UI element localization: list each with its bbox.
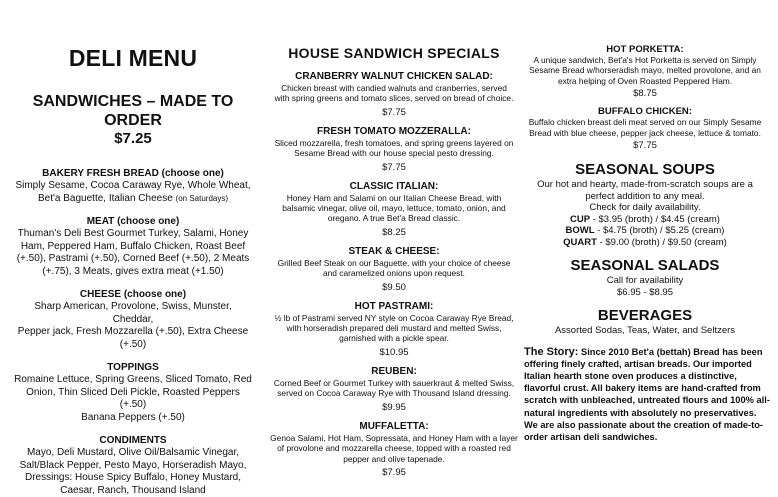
story-text: Since 2010 Bet'a (bettah) Bread has been offering finely crafted, artisan breads. Our imported Italian hearth stone oven produces a distinctive, flavorful crust. All bakery items are hand-crafted from scratch with unbleached, untreated flours and 100% all-natural ingredients with absolutely no preservatives. We are also passionate about the creation of made-to-order artisan deli sandwiches.	[524, 347, 770, 442]
item-desc: of provolone and mozzarella cheese, topped with a roasted red	[268, 443, 520, 453]
item-desc: and caramelized onions upon request.	[268, 268, 520, 278]
meat-line: (+.75), 3 Meats, gives extra meat (+1.50)	[14, 266, 252, 279]
meat-line: Thuman's Deli Best Gourmet Turkey, Salami, Honey	[14, 228, 252, 241]
beverages-line: Assorted Sodas, Teas, Water, and Seltzers	[520, 325, 770, 337]
item-desc: A unique sandwich, Bet'a's Hot Porketta is served on Simply	[520, 55, 770, 65]
right-column	[520, 0, 770, 443]
item-desc: oregano. A true Bet'a Bread classic.	[268, 213, 520, 223]
menu-item-reuben	[268, 366, 520, 414]
item-desc: Grilled Beef Steak on our Baguette, with your choice of cheese	[268, 258, 520, 268]
condiments-line: Salt/Black Pepper, Pesto Mayo, Horseradish Mayo,	[14, 460, 252, 473]
cheese-line: Pepper jack, Fresh Mozzarella (+.50), Extra Cheese	[14, 326, 252, 339]
cheese-heading: CHEESE (choose one)	[14, 289, 252, 301]
item-price: $7.75	[268, 106, 520, 119]
item-desc: garnished with a pickle spear.	[268, 333, 520, 343]
item-desc: with horseradish prepared deli mustard and melted Swiss,	[268, 323, 520, 333]
menu-item-tomato-mozzarella	[268, 126, 520, 174]
item-name: HOT PASTRAMI:	[268, 301, 520, 313]
toppings-section	[14, 362, 252, 424]
condiments-line: Caesar, Ranch, Thousand Island	[14, 485, 252, 497]
item-price: $9.50	[268, 281, 520, 294]
salads-price: $6.95 - $8.95	[520, 287, 770, 299]
salads-heading: SEASONAL SALADS	[520, 256, 770, 275]
item-desc: Chicken breast with candied walnuts and cranberries, served	[268, 83, 520, 93]
menu-item-steak-cheese	[268, 246, 520, 294]
soup-size-row	[520, 237, 770, 249]
item-price: $8.25	[268, 226, 520, 239]
story-paragraph	[520, 346, 770, 444]
bread-section	[14, 168, 252, 205]
beverages-heading: BEVERAGES	[520, 306, 770, 325]
item-desc: Bread with blue cheese, pepper jack cheese, lettuce & tomato.	[520, 128, 770, 138]
soup-size-label: QUART	[563, 237, 597, 248]
item-name: CLASSIC ITALIAN:	[268, 181, 520, 193]
cheese-section	[14, 289, 252, 351]
bread-heading: BAKERY FRESH BREAD (choose one)	[14, 168, 252, 180]
item-name: FRESH TOMATO MOZZERALLA:	[268, 126, 520, 138]
item-name: STEAK & CHEESE:	[268, 246, 520, 258]
item-name: REUBEN:	[268, 366, 520, 378]
item-desc: Honey Ham and Salami on our Italian Cheese Bread, with	[268, 193, 520, 203]
soup-size-price: - $3.95 (broth) / $4.45 (cream)	[590, 214, 720, 225]
soup-size-label: CUP	[570, 214, 590, 225]
cheese-line: (+.50)	[14, 339, 252, 352]
bread-line: Simply Sesame, Cocoa Caraway Rye, Whole Wheat,	[14, 180, 252, 193]
item-price: $8.75	[520, 88, 770, 100]
salads-availability: Call for availability	[520, 275, 770, 287]
item-desc: Sliced mozzarella, fresh tomatoes, and spring greens layered on	[268, 138, 520, 148]
soup-size-price: - $9.00 (broth) / $9.50 (cream)	[597, 237, 727, 248]
item-name: CRANBERRY WALNUT CHICKEN SALAD:	[268, 71, 520, 83]
toppings-heading: TOPPINGS	[14, 362, 252, 374]
bread-line	[14, 193, 252, 206]
condiments-line: Mayo, Deli Mustard, Olive Oil/Balsamic Vinegar,	[14, 447, 252, 460]
item-desc: with spring greens and tomato slices, served on bread of choice.	[268, 93, 520, 103]
item-price: $9.95	[268, 401, 520, 414]
specials-column	[268, 0, 520, 479]
toppings-line: Onion, Thin Sliced Deli Pickle, Roasted Peppers (+.50)	[14, 387, 252, 412]
soup-sizes	[520, 214, 770, 249]
menu-item-hot-porketta	[520, 44, 770, 100]
item-desc: Buffalo chicken breast deli meat served on our Simply Sesame	[520, 117, 770, 127]
item-price: $7.75	[520, 140, 770, 152]
item-desc: ½ lb of Pastrami served NY style on Cocoa Caraway Rye Bread,	[268, 313, 520, 323]
toppings-line: Banana Peppers (+.50)	[14, 412, 252, 425]
soup-size-row	[520, 214, 770, 226]
soup-size-price: - $4.75 (broth) / $5.25 (cream)	[595, 225, 725, 236]
toppings-line: Romaine Lettuce, Spring Greens, Sliced Tomato, Red	[14, 374, 252, 387]
item-desc: Sesame Bread w/horseradish mayo, melted provolone, and an	[520, 65, 770, 75]
cheese-line: Sharp American, Provolone, Swiss, Munster, Cheddar,	[14, 301, 252, 326]
item-price: $10.95	[268, 346, 520, 359]
menu-item-buffalo-chicken	[520, 106, 770, 152]
item-desc: pepper and olive tapenade.	[268, 454, 520, 464]
sandwiches-heading: SANDWICHES – MADE TO ORDER	[14, 92, 252, 130]
deli-menu-column	[14, 0, 252, 497]
meat-section	[14, 216, 252, 278]
item-desc: extra helping of Oven Roasted Peppered Ham.	[520, 76, 770, 86]
condiments-section	[14, 435, 252, 497]
menu-item-hot-pastrami	[268, 301, 520, 359]
soups-intro	[520, 179, 770, 214]
bread-line-text: Bet'a Baguette, Italian Cheese	[38, 193, 173, 204]
soup-size-row	[520, 225, 770, 237]
meat-heading: MEAT (choose one)	[14, 216, 252, 228]
menu-item-cranberry	[268, 71, 520, 119]
item-name: BUFFALO CHICKEN:	[520, 106, 770, 117]
item-desc: Genoa Salami, Hot Ham, Sopressata, and Honey Ham with a layer	[268, 433, 520, 443]
item-desc: balsamic vinegar, olive oil, mayo, lettuce, tomato, onion, and	[268, 203, 520, 213]
item-price: $7.75	[268, 161, 520, 174]
item-price: $7.95	[268, 466, 520, 479]
story-label: The Story:	[524, 346, 578, 358]
soups-heading: SEASONAL SOUPS	[520, 160, 770, 179]
item-desc: served on Cocoa Caraway Rye with Thousand Island dressing.	[268, 388, 520, 398]
condiments-heading: CONDIMENTS	[14, 435, 252, 447]
soups-intro-line: Check for daily availability.	[520, 202, 770, 214]
item-desc: Sesame Bread with our house special pesto dressing.	[268, 148, 520, 158]
meat-line: Ham, Peppered Ham, Buffalo Chicken, Roast Beef	[14, 241, 252, 254]
menu-item-muffaletta	[268, 421, 520, 479]
condiments-line: Dressings: House Spicy Buffalo, Honey Mustard,	[14, 472, 252, 485]
specials-title: HOUSE SANDWICH SPECIALS	[268, 45, 520, 61]
item-name: HOT PORKETTA:	[520, 44, 770, 55]
soups-intro-line: Our hot and hearty, made-from-scratch soups are a	[520, 179, 770, 191]
sandwiches-price: $7.25	[14, 130, 252, 148]
item-desc: Corned Beef or Gourmet Turkey with sauerkraut & melted Swiss,	[268, 378, 520, 388]
menu-title: DELI MENU	[14, 45, 252, 72]
bread-note: (on Saturdays)	[176, 194, 228, 203]
menu-item-classic-italian	[268, 181, 520, 239]
soups-intro-line: perfect addition to any meal.	[520, 191, 770, 203]
meat-line: (+.50), Pastrami (+.50), Corned Beef (+.50), 2 Meats	[14, 253, 252, 266]
item-name: MUFFALETTA:	[268, 421, 520, 433]
soup-size-label: BOWL	[566, 225, 595, 236]
